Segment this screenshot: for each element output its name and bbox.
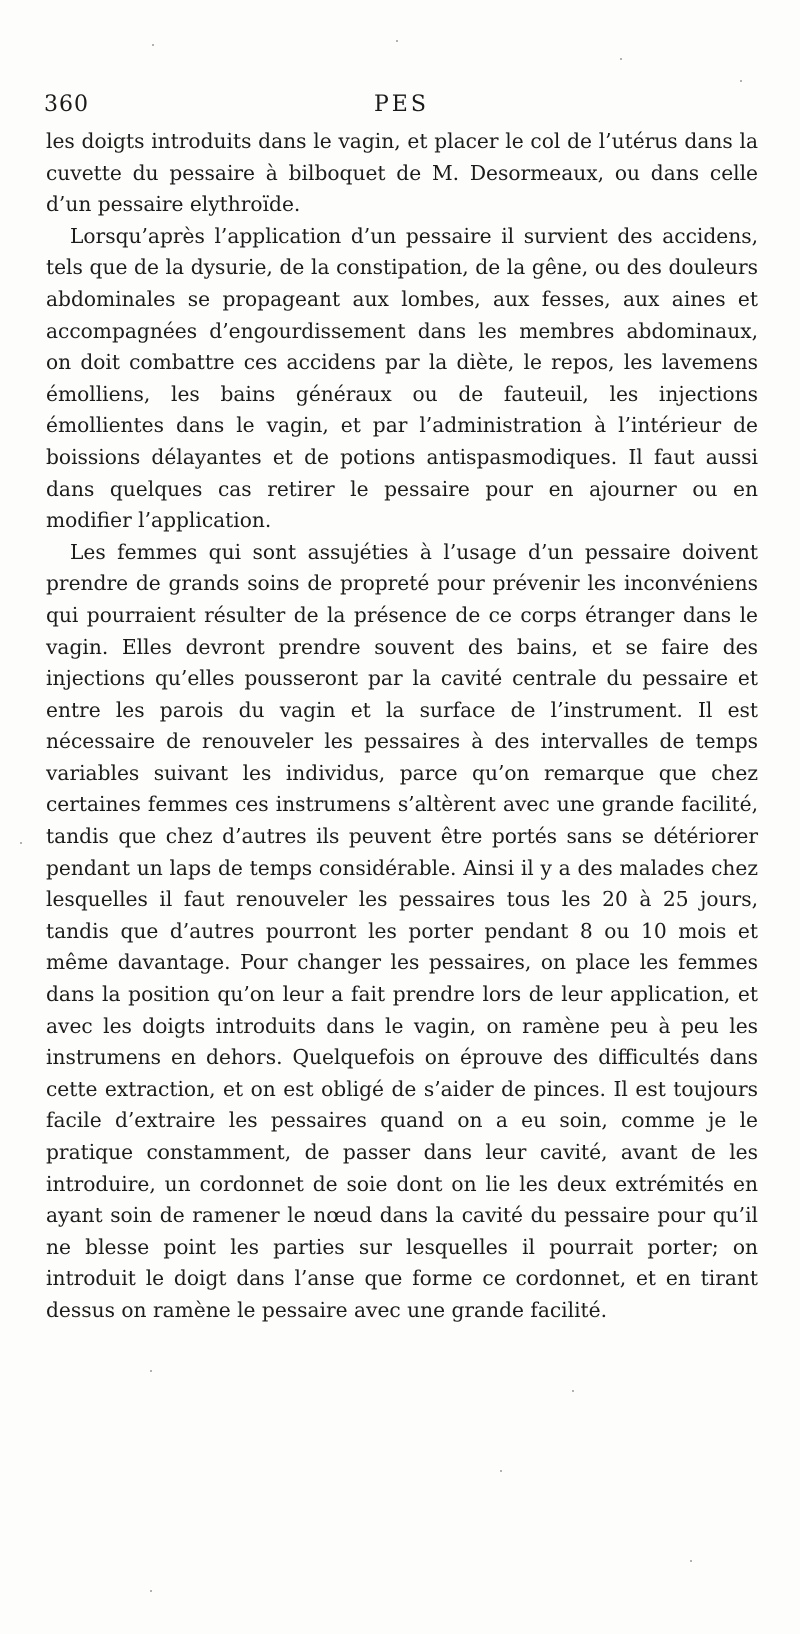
scan-speck (150, 1370, 152, 1372)
scan-speck (690, 1560, 692, 1562)
scan-speck (150, 1590, 152, 1592)
scan-speck (740, 80, 742, 82)
scan-speck (396, 40, 398, 42)
body-text (46, 126, 758, 1327)
paragraph-continued: les doigts introduits dans le vagin, et placer le col de l’utérus dans la cuvette du pessaire à bilboquet de M. Desormeaux, ou dans celle d’un pessaire elythroïde. (46, 129, 758, 217)
page-number: 360 (44, 92, 89, 117)
scan-speck (572, 1390, 574, 1392)
scan-speck (500, 1470, 502, 1472)
paragraph-accidents: Lorsqu’après l’application d’un pessaire il survient des accidens, tels que de la dysurie, de la constipation, de la gêne, ou des douleurs abdominales se propageant aux lombes, aux fesses, aux aines et accompagnées d’engourdissement dans les membres abdominaux, on doit combattre ces accidens par la diète, le repos, les lavemens émolliens, les bains généraux ou de fauteuil, les injections émollientes dans le vagin, et par l’administration à l’intérieur de boissions délayantes et de potions antispasmodiques. Il faut aussi dans quelques cas retirer le pessaire pour en ajourner ou en modifier l’application. (46, 223, 758, 533)
scan-speck (152, 44, 154, 46)
scan-speck (20, 842, 22, 844)
page-header (44, 92, 764, 126)
running-head: PES (374, 92, 429, 117)
scan-speck (620, 58, 622, 60)
paragraph-care: Les femmes qui sont assujéties à l’usage d’un pessaire doivent prendre de grands soins de propreté pour prévenir les inconvéniens qui pourraient résulter de la présence de ce corps étranger dans le vagin. Elles devront prendre souvent des bains, et se faire des injections qu’elles pousseront par la cavité centrale du pessaire et entre les parois du vagin et la surface de l’instrument. Il est nécessaire de renouveler les pessaires à des intervalles de temps variables suivant les individus, parce qu’on remarque que chez certaines femmes ces instrumens s’altèrent avec une grande facilité, tandis que chez d’autres ils peuvent être portés sans se détériorer pendant un laps de temps considérable. Ainsi il y a des malades chez lesquelles il faut renouveler les pessaires tous les 20 à 25 jours, tandis que d’autres pourront les porter pendant 8 ou 10 mois et même davantage. Pour changer les pessaires, on place les femmes dans la position qu’on leur a fait prendre lors de leur application, et avec les doigts introduits dans le vagin, on ramène peu à peu les instrumens en dehors. Quelquefois on éprouve des difficultés dans cette extraction, et on est obligé de s’aider de pinces. Il est toujours facile d’extraire les pessaires quand on a eu soin, comme je le pratique constamment, de passer dans leur cavité, avant de les introduire, un cordonnet de soie dont on lie les deux extrémités en ayant soin de ramener le nœud dans la cavité du pessaire pour qu’il ne blesse point les parties sur lesquelles il pourrait porter; on introduit le doigt dans l’anse que forme ce cordonnet, et en tirant dessus on ramène le pessaire avec une grande facilité. (46, 539, 758, 1322)
